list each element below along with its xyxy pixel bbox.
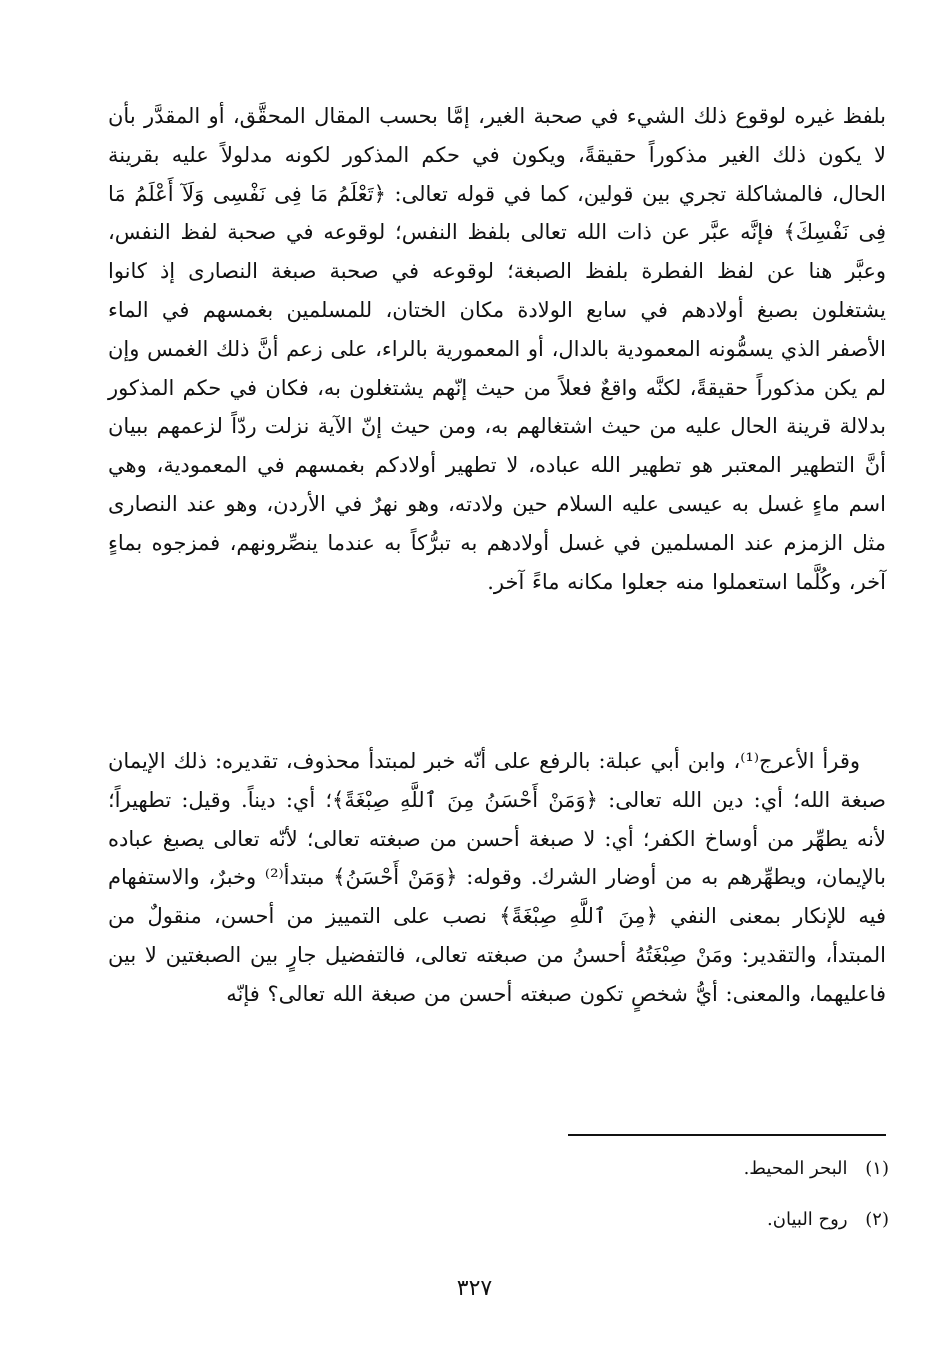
footnote-separator <box>568 1134 886 1136</box>
footnote-text: روح البيان. <box>767 1209 848 1230</box>
footnote-1 <box>744 1156 889 1182</box>
body-paragraph-2: وقرأ الأعرج⁽¹⁾، وابن أبي عبلة: بالرفع على أنّه خبر لمبتدأ محذوف، تقديره: ذلك الإيمان صبغة الله؛ أي: دين الله تعالى: ﴿وَمَنْ أَحْسَنُ مِنَ ٱللَّهِ صِبْغَةً﴾؛ أي: ديناً. وقيل: تطهيراً؛ لأنه يطهِّر من أوساخ الكفر؛ أي: لا صبغة أحسن من صبغته تعالى؛ لأنّه تعالى يصبغ عباده بالإيمان، ويطهِّرهم به من أوضار الشرك. وقوله: ﴿وَمَنْ أَحْسَنُ﴾ مبتدأ⁽²⁾ وخبرٌ، والاستفهام فيه للإنكار بمعنى النفي ﴿مِنَ ٱللَّهِ صِبْغَةً﴾ نصب على التمييز من أحسن، منقولٌ من المبتدأ، والتقدير: ومَنْ صِبْغَتُهُ أحسنُ من صبغته تعالى، فالتفضيل جارٍ بين الصبغتين لا بين فاعليهما، والمعنى: أيُّ شخصٍ تكون صبغته أحسن من صبغة الله تعالى؟ فإنّه <box>108 749 887 1006</box>
footnote-number: (٢) <box>865 1209 889 1230</box>
footnote-2 <box>767 1207 889 1233</box>
footnote-text: البحر المحيط. <box>743 1158 848 1179</box>
page-number: ٣٢٧ <box>456 1276 493 1301</box>
body-paragraph-1: بلفظ غيره لوقوع ذلك الشيء في صحبة الغير، إمَّا بحسب المقال المحقَّق، أو المقدَّر بأن لا يكون ذلك الغير مذكوراً حقيقةً، ويكون في حكم المذكور لكونه مدلولاً عليه بقرينة الحال، فالمشاكلة تجري بين قولين، كما في قوله تعالى: ﴿تَعْلَمُ مَا فِى نَفْسِى وَلَآ أَعْلَمُ مَا فِى نَفْسِكَ﴾ فإنَّه عبَّر عن ذات الله تعالى بلفظ النفس؛ لوقوعه في صحبة لفظ النفس، وعبَّر هنا عن لفظ الفطرة بلفظ الصبغة؛ لوقوعه في صحبة صبغة النصارى إذ كانوا يشتغلون بصبغ أولادهم في سابع الولادة مكان الختان، للمسلمين بغمسهم في الماء الأصفر الذي يسمُّونه المعمودية بالدال، أو المعمورية بالراء، على زعم أنَّ ذلك الغمس وإن لم يكن مذكوراً حقيقةً، لكنَّه واقعٌ فعلاً من حيث إنّهم يشتغلون به، فكان في حكم المذكور بدلالة قرينة الحال عليه من حيث اشتغالهم به، ومن حيث إنّ الآية نزلت ردّاً لزعمهم ببيان أنَّ التطهير المعتبر هو تطهير الله عباده، لا تطهير أولادكم بغمسهم في المعمودية، وهي اسم ماءٍ غسل به عيسى عليه السلام حين ولادته، وهو نهرٌ في الأردن، وهو عند النصارى مثل الزمزم عند المسلمين في غسل أولادهم به تبرُّكاً به عندما ينصِّرونهم، فمزجوه بماءٍ آخر، وكُلَّما استعملوا منه جعلوا مكانه ماءً آخر. <box>108 104 886 594</box>
footnote-number: (١) <box>865 1158 889 1179</box>
